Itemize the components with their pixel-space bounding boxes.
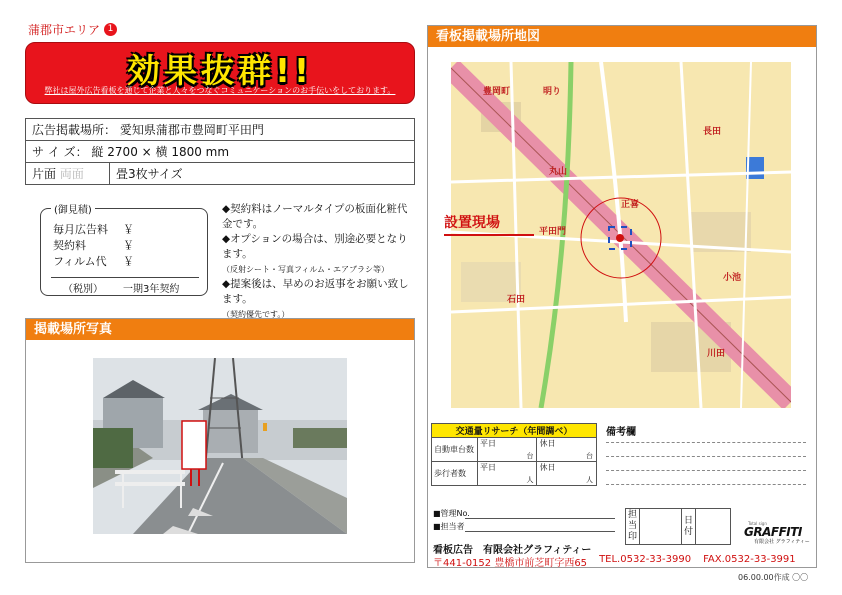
- divider: [606, 442, 806, 443]
- vehicles-weekday: 平日 台: [478, 438, 537, 462]
- approval-blank: [640, 509, 682, 544]
- photo-section-title: 掲載場所写真: [26, 319, 414, 340]
- note-1: ◆契約料はノーマルタイプの板面化粧代金です。: [222, 203, 408, 230]
- map-place-label: 長田: [703, 127, 722, 137]
- divider: [465, 518, 615, 519]
- tax-note: （税別）: [63, 284, 103, 295]
- pedestrians-holiday: 休日 人: [537, 462, 597, 486]
- area-label: [28, 21, 117, 38]
- management-number-label: ■管理No.: [433, 509, 470, 518]
- map-place-label: 丸山: [549, 167, 568, 177]
- area-number-badge: 1: [104, 23, 117, 36]
- location-photo: [93, 358, 347, 534]
- map-place-label: 川田: [707, 349, 726, 359]
- panels-value: 畳3枚サイズ: [110, 163, 415, 185]
- footer-date: 06.00.00作成 〇〇: [738, 573, 809, 582]
- company-name: 看板広告 有限会社グラフィティー: [433, 545, 592, 556]
- estimate-row: 契約料 ￥: [53, 239, 134, 252]
- headline: 効果抜群!!: [126, 51, 314, 90]
- location-value: 愛知県蒲郡市豊岡町平田門: [119, 123, 264, 137]
- size-label: サ イ ズ：: [32, 145, 88, 159]
- size-row: [26, 141, 415, 163]
- info-table: [25, 118, 415, 185]
- note-3: ◆提案後は、早めのお返事をお願い致します。: [222, 278, 409, 305]
- company-tel: TEL.0532-33-3990: [599, 554, 692, 565]
- side-cell: [26, 163, 110, 185]
- headline-banner: [25, 42, 415, 104]
- contract-notes: [222, 202, 412, 322]
- divider: [606, 484, 806, 485]
- size-value: 縦 2700 × 横 1800 mm: [91, 145, 230, 159]
- estimate-footer: [63, 280, 179, 295]
- note-3-sub: （契約優先です。）: [222, 310, 290, 319]
- estimate-title: (御見積): [51, 201, 95, 216]
- divider: [51, 277, 199, 278]
- pedestrians-label: 歩行者数: [432, 462, 478, 486]
- person-label: ■担当者: [433, 522, 465, 531]
- date-label: 日付: [682, 509, 696, 544]
- location-row: [26, 119, 415, 141]
- pedestrians-weekday: 平日 人: [478, 462, 537, 486]
- vehicles-holiday: 休日 台: [537, 438, 597, 462]
- estimate-box: [40, 205, 208, 296]
- site-label: 設置現場: [444, 215, 500, 231]
- stamp-box: [625, 508, 731, 545]
- company-address: 〒441-0152 豊橋市前芝町字西65: [433, 558, 588, 569]
- note-2-sub: （反射シート・写真フィルム・エアブラシ等）: [222, 265, 390, 274]
- logo-subtitle: 有限会社 グラフィティー: [754, 539, 810, 545]
- map-place-label: 豊岡町: [483, 87, 511, 97]
- traffic-title: 交通量リサーチ（年間調べ）: [432, 424, 597, 438]
- divider: [606, 456, 806, 457]
- tagline: 弊社は屋外広告看板を通じて企業と人々をつなぐコミュニケーションのお手伝いをしております。: [44, 86, 396, 95]
- approval-label: 担当印: [626, 509, 640, 544]
- map-place-label: 小池: [723, 273, 742, 283]
- divider: [606, 470, 806, 471]
- map-place-label: 正喜: [621, 200, 640, 210]
- side-single: 片面: [32, 167, 57, 181]
- remarks-title: 備考欄: [606, 427, 636, 438]
- date-blank: [696, 509, 730, 544]
- traffic-table: [431, 423, 597, 486]
- map-place-label: 明り: [543, 87, 562, 97]
- map-place-label: 平田門: [539, 227, 567, 237]
- side-double: 両面: [59, 167, 84, 181]
- contract-term: 一期3年契約: [123, 284, 180, 295]
- divider: [465, 531, 615, 532]
- estimate-row: 毎月広告料 ￥: [53, 223, 134, 236]
- company-fax: FAX.0532-33-3991: [703, 554, 796, 565]
- note-2: ◆オプションの場合は、別途必要となります。: [222, 233, 408, 260]
- location-label: 広告掲載場所：: [32, 123, 117, 137]
- estimate-row: フィルム代 ￥: [53, 255, 134, 268]
- map-section-title: 看板掲載場所地図: [428, 26, 816, 47]
- logo-tagline: Total sign: [748, 521, 767, 526]
- company-contact: [433, 554, 796, 569]
- map-place-label: 石田: [507, 295, 526, 305]
- site-pointer: [444, 234, 534, 236]
- area-name: 蒲郡市エリア: [28, 23, 101, 37]
- company-logo: GRAFFITI: [744, 525, 802, 539]
- vehicles-label: 自動車台数: [432, 438, 478, 462]
